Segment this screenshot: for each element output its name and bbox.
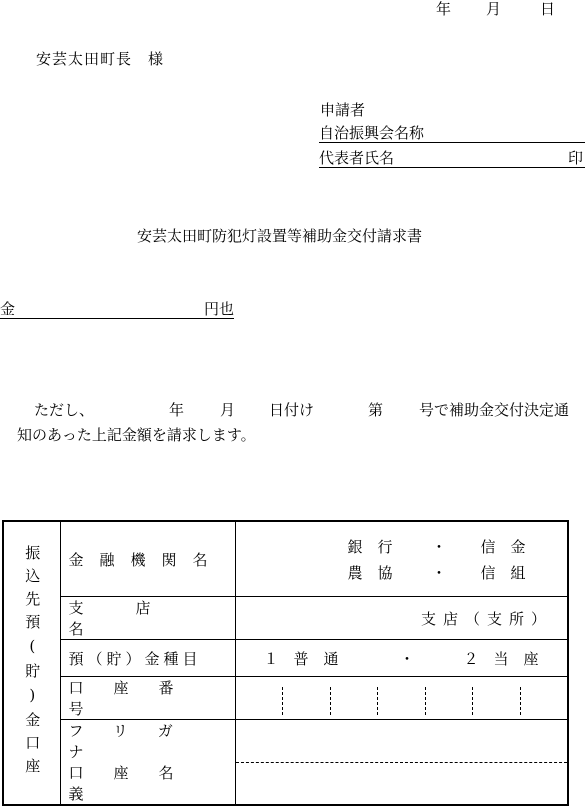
document-title: 安芸太田町防犯灯設置等補助金交付請求書 <box>137 227 423 245</box>
bank-label: 金融機関名 <box>68 550 224 569</box>
deposit-dot: ・ <box>399 650 415 668</box>
amount-prefix: 金 <box>0 300 16 318</box>
bank-dot-2: ・ <box>431 564 447 582</box>
body-part-year: 年 <box>169 401 185 419</box>
bank-option-nokyo: 農 協 <box>347 564 393 582</box>
amount-field[interactable] <box>0 298 234 319</box>
body-part-rest: 号で補助金交付決定通 <box>419 401 570 419</box>
branch-value[interactable]: 支店（支所） <box>235 597 568 640</box>
date-year: 年 <box>436 0 452 18</box>
body-part-1: ただし、 <box>34 401 95 419</box>
branch-label-cell <box>60 597 235 640</box>
furigana-label-cell <box>60 720 235 763</box>
body-part-no: 第 <box>368 401 384 419</box>
account-number-boxes <box>236 682 568 715</box>
body-line-2: 知のあった上記金額を請求します。 <box>17 426 256 444</box>
holder-label-cell <box>60 762 235 805</box>
amount-suffix: 円也 <box>203 300 234 318</box>
account-table <box>2 520 569 806</box>
seal-mark: 印 <box>567 149 583 167</box>
bank-label-cell <box>60 521 235 597</box>
bank-option-bank: 銀 行 <box>347 538 393 556</box>
furigana-value[interactable] <box>235 720 568 763</box>
org-name-label: 自治振興会名称 <box>319 124 425 142</box>
deposit-ordinary[interactable]: １ 普 通 <box>263 650 339 668</box>
applicant-heading: 申請者 <box>320 101 366 119</box>
branch-label: 支店名 <box>68 599 203 638</box>
account-number-grid[interactable] <box>235 677 568 720</box>
org-name-field[interactable] <box>319 122 585 143</box>
deposit-type-value-cell[interactable] <box>235 640 568 677</box>
bank-dot-1: ・ <box>431 538 447 556</box>
bank-option-shinkumi: 信 組 <box>480 564 526 582</box>
account-number-label-cell <box>60 677 235 720</box>
representative-field[interactable] <box>319 147 585 168</box>
account-number-label: 口座番号 <box>68 679 204 718</box>
holder-label: 口座名義 <box>68 764 204 803</box>
body-part-month: 月 <box>220 401 236 419</box>
furigana-label: フリガナ <box>68 722 203 761</box>
deposit-type-label: 預（貯）金種目 <box>68 649 202 668</box>
account-side-text: 振込先預(貯)金口座 <box>23 545 42 781</box>
bank-option-shinkin: 信 金 <box>480 538 526 556</box>
account-side-label <box>3 521 60 805</box>
representative-label: 代表者氏名 <box>319 149 395 167</box>
date-day: 日 <box>540 0 556 18</box>
deposit-type-label-cell <box>60 640 235 677</box>
bank-value-cell[interactable] <box>235 521 568 597</box>
addressee: 安芸太田町長 様 <box>36 50 165 68</box>
body-part-day: 日付け <box>269 401 315 419</box>
date-month: 月 <box>486 0 502 18</box>
holder-value[interactable] <box>235 762 568 805</box>
deposit-current[interactable]: ２ 当 座 <box>463 650 539 668</box>
